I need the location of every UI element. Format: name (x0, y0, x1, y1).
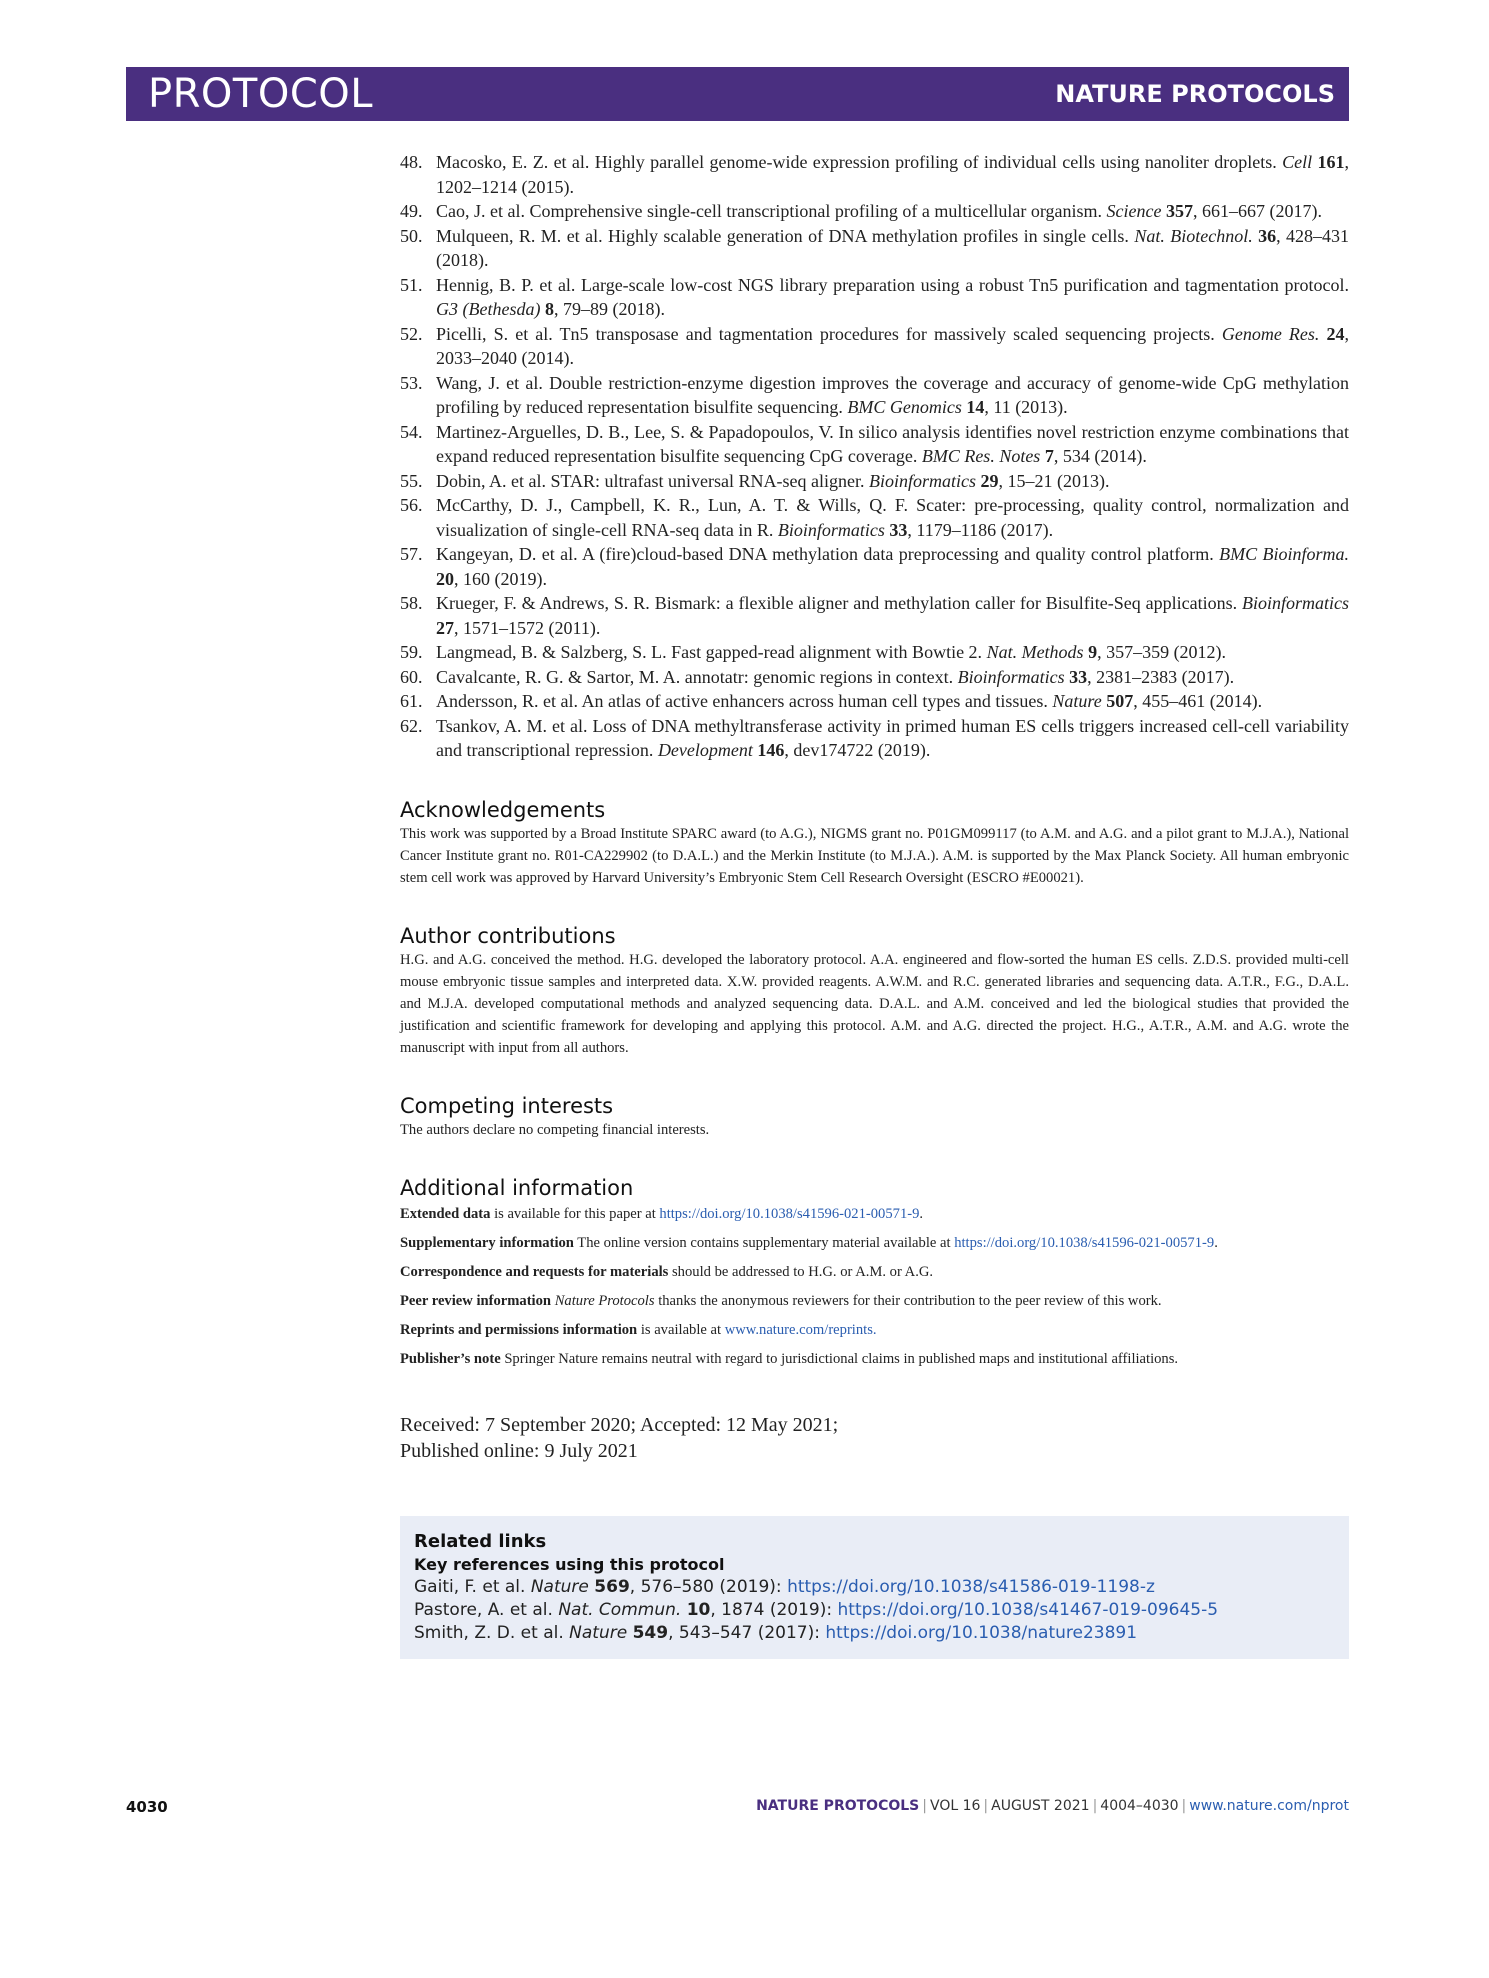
acknowledgements-text: This work was supported by a Broad Institute SPARC award (to A.G.), NIGMS grant no. P01GM099117 (to A.M. and A.G. and a pilot grant to M.J.A.), National Cancer Institute grant no. R01-CA229902 (to D.A.L.) and the Merkin Institute (to M.J.A.). A.M. is supported by the Max Planck Society. All human embryonic stem cell work was approved by Harvard University’s Embryonic Stem Cell Research Oversight (ESCRO #E00021). (400, 825, 1349, 886)
related-doi-link[interactable]: https://doi.org/10.1038/s41467-019-09645-5 (837, 1599, 1219, 1620)
correspondence-line: Correspondence and requests for materials should be addressed to H.G. or A.M. or A.G. (400, 1263, 934, 1280)
additional-information-heading: Additional information (400, 1175, 634, 1200)
reference-item: 57. Kangeyan, D. et al. A (fire)cloud-based DNA methylation data preprocessing and quality control platform. BMC Bioinforma. 20, 160 (2019). (400, 544, 1350, 589)
acknowledgements-section (400, 797, 1349, 889)
footer-volume: VOL 16 (929, 1798, 981, 1814)
competing-interests-text: The authors declare no competing financial interests. (400, 1121, 710, 1138)
publication-dates (400, 1412, 1349, 1464)
reference-item: 61. Andersson, R. et al. An atlas of active enhancers across human cell types and tissues. Nature 507, 455–461 (2014). (400, 691, 1263, 711)
related-doi-link[interactable]: https://doi.org/10.1038/nature23891 (825, 1622, 1138, 1643)
reference-item: 53. Wang, J. et al. Double restriction-enzyme digestion improves the coverage and accuracy of genome-wide CpG methylation profiling by reduced representation bisulfite sequencing. BMC Genomics 14, 11 (2013). (400, 372, 1349, 417)
reference-item: 54. Martinez-Arguelles, D. B., Lee, S. & Papadopoulos, V. In silico analysis identifies novel restriction enzyme combinations that expand reduced representation bisulfite sequencing CpG coverage. BMC Res. Notes 7, 534 (2014). (400, 421, 1349, 466)
extended-data-line: Extended data is available for this paper at https://doi.org/10.1038/s41596-021-00571-9. (400, 1205, 924, 1222)
author-contributions-heading: Author contributions (400, 923, 616, 948)
reprints-line: Reprints and permissions information is available at www.nature.com/reprints. (400, 1321, 877, 1338)
page-number: 4030 (126, 1798, 168, 1816)
reference-item: 48. Macosko, E. Z. et al. Highly parallel genome-wide expression profiling of individual cells using nanoliter droplets. Cell 161, 1202–1214 (2015). (400, 152, 1350, 197)
competing-interests-section (400, 1093, 1349, 1141)
footer-url-link[interactable]: www.nature.com/nprot (1189, 1798, 1349, 1814)
reprints-link[interactable]: www.nature.com/reprints. (724, 1321, 877, 1338)
reference-item: 60. Cavalcante, R. G. & Sartor, M. A. annotatr: genomic regions in context. Bioinformatics 33, 2381–2383 (2017). (400, 666, 1235, 687)
publishers-note-line: Publisher’s note Springer Nature remains neutral with regard to jurisdictional claims in published maps and institutional affiliations. (400, 1350, 1179, 1367)
reference-item: 62. Tsankov, A. M. et al. Loss of DNA methyltransferase activity in primed human ES cells triggers increased cell-cell variability and transcriptional repression. Development 146, dev174722 (2019). (400, 715, 1349, 760)
reference-item: 59. Langmead, B. & Salzberg, S. L. Fast gapped-read alignment with Bowtie 2. Nat. Methods 9, 357–359 (2012). (400, 642, 1227, 662)
reference-list (400, 150, 1349, 763)
supplementary-link[interactable]: https://doi.org/10.1038/s41596-021-00571-9 (954, 1234, 1215, 1251)
footer-pages: 4004–4030 (1100, 1798, 1179, 1814)
reference-item: 49. Cao, J. et al. Comprehensive single-cell transcriptional profiling of a multicellular organism. Science 357, 661–667 (2017). (400, 201, 1322, 221)
main-content (400, 150, 1349, 1659)
footer-journal: NATURE PROTOCOLS (756, 1798, 920, 1814)
peer-review-line: Peer review information Nature Protocols thanks the anonymous reviewers for their contribution to the peer review of this work. (400, 1292, 1162, 1309)
acknowledgements-heading: Acknowledgements (400, 797, 606, 822)
competing-interests-heading: Competing interests (400, 1093, 614, 1118)
related-links-box (400, 1516, 1349, 1659)
reference-item: 55. Dobin, A. et al. STAR: ultrafast universal RNA-seq aligner. Bioinformatics 29, 15–21 (2013). (400, 470, 1110, 491)
related-links-subheading: Key references using this protocol (414, 1554, 725, 1574)
author-contributions-section (400, 923, 1349, 1059)
reference-item: 50. Mulqueen, R. M. et al. Highly scalable generation of DNA methylation profiles in single cells. Nat. Biotechnol. 36, 428–431 (2018). (400, 225, 1350, 270)
received-accepted-date: Received: 7 September 2020; Accepted: 12 May 2021; (400, 1413, 839, 1436)
related-doi-link[interactable]: https://doi.org/10.1038/s41586-019-1198-z (787, 1576, 1155, 1597)
reference-item: 52. Picelli, S. et al. Tn5 transposase and tagmentation procedures for massively scaled sequencing projects. Genome Res. 24, 2033–2040 (2014). (400, 323, 1350, 368)
related-link-item: Pastore, A. et al. Nat. Commun. 10, 1874 (2019): https://doi.org/10.1038/s41467-019-09645-5 (414, 1599, 1219, 1620)
extended-data-link[interactable]: https://doi.org/10.1038/s41596-021-00571-9 (659, 1205, 920, 1222)
reference-item: 56. McCarthy, D. J., Campbell, K. R., Lun, A. T. & Wills, Q. F. Scater: pre-processing, quality control, normalization and visualization of single-cell RNA-seq data in R. Bioinformatics 33, 1179–1186 (2017). (400, 495, 1349, 540)
footer-date: AUGUST 2021 (991, 1798, 1090, 1814)
supplementary-information-line: Supplementary information The online version contains supplementary material available at https://doi.org/10.1038/s41596-021-00571-9. (400, 1234, 1218, 1251)
additional-information-section (400, 1175, 1349, 1370)
footer-citation: NATURE PROTOCOLS | VOL 16 | AUGUST 2021 | 4004–4030 | www.nature.com/nprot (756, 1798, 1349, 1814)
article-type-label: PROTOCOL (148, 71, 374, 117)
header-bar (126, 67, 1349, 121)
reference-item: 58. Krueger, F. & Andrews, S. R. Bismark: a flexible aligner and methylation caller for Bisulfite-Seq applications. Bioinformatics 27, 1571–1572 (2011). (400, 593, 1349, 638)
published-online-date: Published online: 9 July 2021 (400, 1439, 638, 1462)
related-links-heading: Related links (414, 1530, 547, 1552)
related-link-item: Gaiti, F. et al. Nature 569, 576–580 (2019): https://doi.org/10.1038/s41586-019-1198-z (414, 1576, 1155, 1597)
journal-name-header: NATURE PROTOCOLS (1055, 80, 1335, 108)
author-contributions-text: H.G. and A.G. conceived the method. H.G. developed the laboratory protocol. A.A. engineered and flow-sorted the human ES cells. Z.D.S. provided multi-cell mouse embryonic tissue samples and interpreted data. X.W. provided reagents. A.W.M. and R.C. generated libraries and sequencing data. A.T.R., F.G., D.A.L. and M.J.A. developed computational methods and analyzed sequencing data. D.A.L. and A.M. conceived and led the biological studies that provided the justification and scientific framework for developing and applying this protocol. A.M. and A.G. directed the project. H.G., A.T.R., A.M. and A.G. wrote the manuscript with input from all authors. (400, 951, 1349, 1056)
reference-item: 51. Hennig, B. P. et al. Large-scale low-cost NGS library preparation using a robust Tn5 purification and tagmentation protocol. G3 (Bethesda) 8, 79–89 (2018). (400, 274, 1349, 319)
related-link-item: Smith, Z. D. et al. Nature 549, 543–547 (2017): https://doi.org/10.1038/nature23891 (414, 1622, 1138, 1643)
